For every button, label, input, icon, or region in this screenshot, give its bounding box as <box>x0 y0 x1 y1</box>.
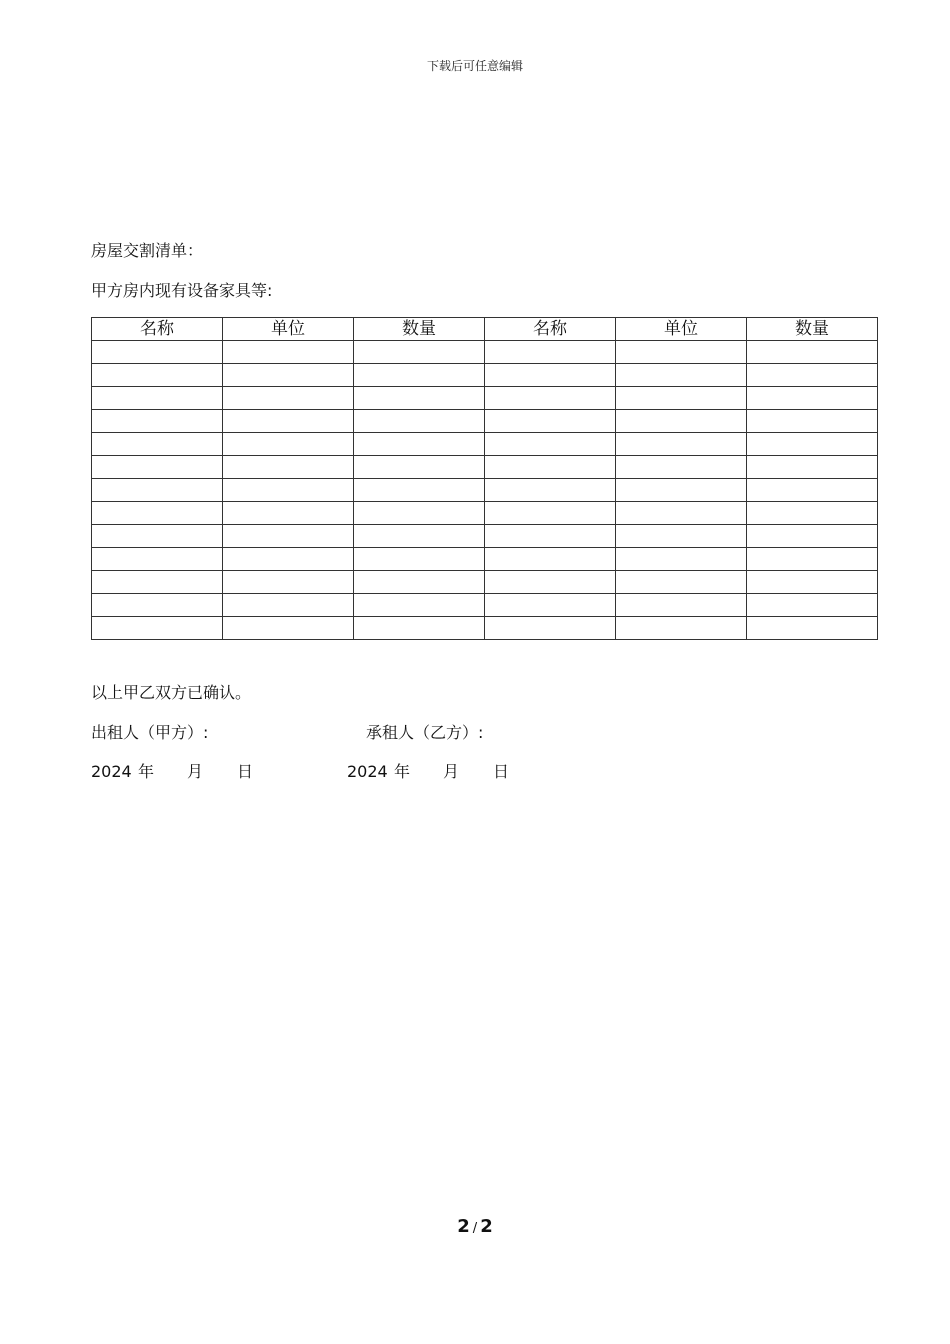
table-cell <box>92 548 223 571</box>
table-cell <box>354 341 485 364</box>
table-cell <box>223 571 354 594</box>
table-cell <box>92 433 223 456</box>
table-cell <box>485 548 616 571</box>
table-cell <box>354 571 485 594</box>
table-cell <box>354 502 485 525</box>
table-cell <box>747 387 878 410</box>
table-cell <box>223 433 354 456</box>
table-cell <box>485 433 616 456</box>
lessee-date-year: 2024 <box>347 762 388 781</box>
table-row <box>92 525 878 548</box>
table-cell <box>92 456 223 479</box>
column-header-name: 名称 <box>92 318 223 341</box>
table-cell <box>616 387 747 410</box>
table-cell <box>354 456 485 479</box>
column-header-unit: 单位 <box>616 318 747 341</box>
table-cell <box>92 479 223 502</box>
table-cell <box>616 410 747 433</box>
table-cell <box>223 387 354 410</box>
table-cell <box>485 479 616 502</box>
table-cell <box>354 548 485 571</box>
table-cell <box>616 456 747 479</box>
table-cell <box>223 456 354 479</box>
table-row <box>92 571 878 594</box>
table-cell <box>485 571 616 594</box>
table-cell <box>747 433 878 456</box>
table-cell <box>616 525 747 548</box>
table-cell <box>354 433 485 456</box>
table-cell <box>616 341 747 364</box>
table-cell <box>354 364 485 387</box>
table-row <box>92 456 878 479</box>
table-cell <box>747 571 878 594</box>
table-cell <box>223 502 354 525</box>
table-cell <box>485 594 616 617</box>
table-cell <box>485 341 616 364</box>
page-total: 2 <box>480 1216 493 1237</box>
table-cell <box>354 594 485 617</box>
table-cell <box>616 548 747 571</box>
table-cell <box>354 525 485 548</box>
lessee-label: 承租人（乙方）: <box>366 723 484 742</box>
lessor-date-year: 2024 <box>91 762 132 781</box>
table-cell <box>92 364 223 387</box>
table-cell <box>485 617 616 640</box>
table-cell <box>485 456 616 479</box>
table-cell <box>223 525 354 548</box>
table-cell <box>485 364 616 387</box>
table-cell <box>747 456 878 479</box>
lessor-date-month-unit: 月 <box>187 762 204 781</box>
table-cell <box>92 341 223 364</box>
table-header-row <box>92 318 878 341</box>
table-cell <box>616 502 747 525</box>
column-header-unit: 单位 <box>223 318 354 341</box>
table-row <box>92 502 878 525</box>
table-row <box>92 364 878 387</box>
lessor-label: 出租人（甲方）: <box>91 723 209 742</box>
table-cell <box>223 548 354 571</box>
table-cell <box>485 525 616 548</box>
column-header-quantity: 数量 <box>747 318 878 341</box>
inventory-table <box>91 317 878 640</box>
inventory-body <box>92 341 878 640</box>
table-cell <box>223 341 354 364</box>
table-cell <box>747 617 878 640</box>
table-cell <box>92 387 223 410</box>
table-cell <box>616 617 747 640</box>
page-current: 2 <box>457 1216 470 1237</box>
table-cell <box>747 364 878 387</box>
table-row <box>92 594 878 617</box>
table-cell <box>616 433 747 456</box>
table-row <box>92 341 878 364</box>
table-cell <box>747 594 878 617</box>
header-note: 下载后可任意编辑 <box>426 59 523 73</box>
lessor-date-year-unit: 年 <box>138 762 155 781</box>
column-header-name: 名称 <box>485 318 616 341</box>
table-cell <box>747 502 878 525</box>
column-header-quantity: 数量 <box>354 318 485 341</box>
table-cell <box>92 571 223 594</box>
page-separator: / <box>472 1221 478 1236</box>
lessee-date-year-unit: 年 <box>394 762 411 781</box>
table-cell <box>354 479 485 502</box>
table-cell <box>747 410 878 433</box>
table-row <box>92 617 878 640</box>
table-row <box>92 387 878 410</box>
table-cell <box>223 594 354 617</box>
lessee-date-day-unit: 日 <box>493 762 510 781</box>
table-cell <box>485 410 616 433</box>
table-cell <box>747 548 878 571</box>
table-cell <box>616 364 747 387</box>
table-cell <box>223 410 354 433</box>
table-row <box>92 548 878 571</box>
table-cell <box>92 594 223 617</box>
table-cell <box>223 364 354 387</box>
table-cell <box>616 479 747 502</box>
lessee-date-month-unit: 月 <box>443 762 460 781</box>
table-cell <box>485 502 616 525</box>
table-row <box>92 479 878 502</box>
table-cell <box>354 617 485 640</box>
page-number <box>0 1216 950 1237</box>
table-cell <box>92 525 223 548</box>
table-cell <box>485 387 616 410</box>
table-cell <box>616 571 747 594</box>
table-cell <box>747 341 878 364</box>
lessor-date-day-unit: 日 <box>237 762 254 781</box>
table-cell <box>92 410 223 433</box>
section-title: 房屋交割清单： <box>91 241 204 260</box>
table-cell <box>354 410 485 433</box>
table-cell <box>747 525 878 548</box>
table-row <box>92 410 878 433</box>
table-cell <box>354 387 485 410</box>
table-cell <box>616 594 747 617</box>
table-cell <box>223 617 354 640</box>
table-cell <box>747 479 878 502</box>
table-cell <box>223 479 354 502</box>
table-cell <box>92 617 223 640</box>
list-intro: 甲方房内现有设备家具等: <box>91 281 273 300</box>
table-row <box>92 433 878 456</box>
confirmation-text: 以上甲乙双方已确认。 <box>91 683 252 702</box>
table-cell <box>92 502 223 525</box>
